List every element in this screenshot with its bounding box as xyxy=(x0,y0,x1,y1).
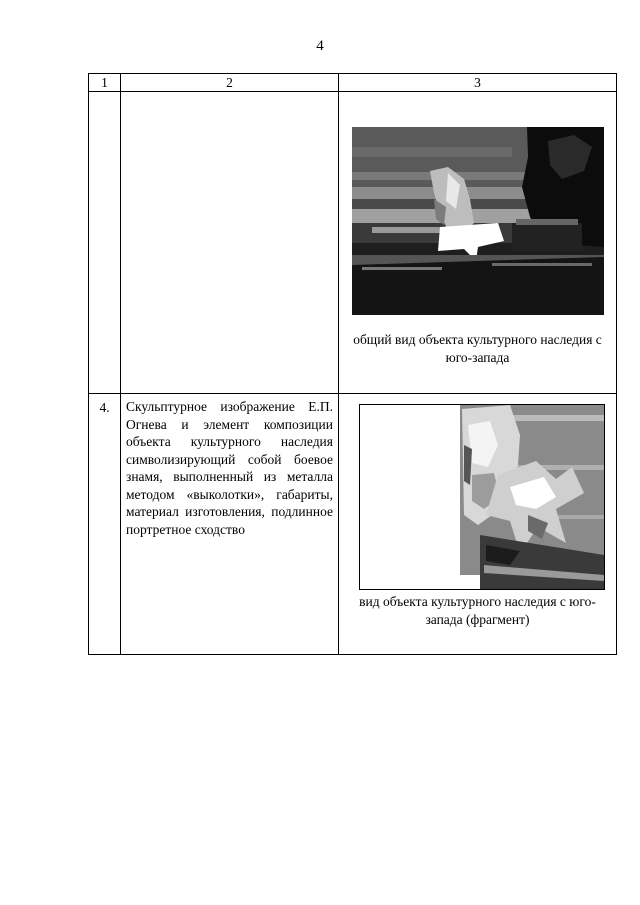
table-header-row xyxy=(89,74,617,92)
photo-caption: вид объекта культурного наследия с юго-запада (фрагмент) xyxy=(359,594,596,627)
column-header-1: 1 xyxy=(89,74,121,92)
photo-cell xyxy=(339,394,617,655)
row-description xyxy=(121,92,339,394)
page-number: 4 xyxy=(316,38,324,54)
row-description: Скульптурное изображение Е.П. Огнева и элемент композиции объекта культурного наследия символизирующий собой боевое знамя, выполненный из металла методом «выколотки», габариты, материал изготовления, подлинное портретное сходство xyxy=(121,394,339,655)
heritage-object-table xyxy=(88,73,617,655)
table-row xyxy=(89,394,617,655)
monument-fragment-photo xyxy=(359,404,605,590)
table-row xyxy=(89,92,617,394)
row-number xyxy=(89,92,121,394)
monument-general-view-photo xyxy=(352,127,604,315)
column-header-3: 3 xyxy=(339,74,617,92)
row-number: 4. xyxy=(89,394,121,655)
photo-caption: общий вид объекта культурного наследия с юго-запада xyxy=(353,332,602,365)
column-header-2: 2 xyxy=(121,74,339,92)
photo-cell xyxy=(339,92,617,394)
